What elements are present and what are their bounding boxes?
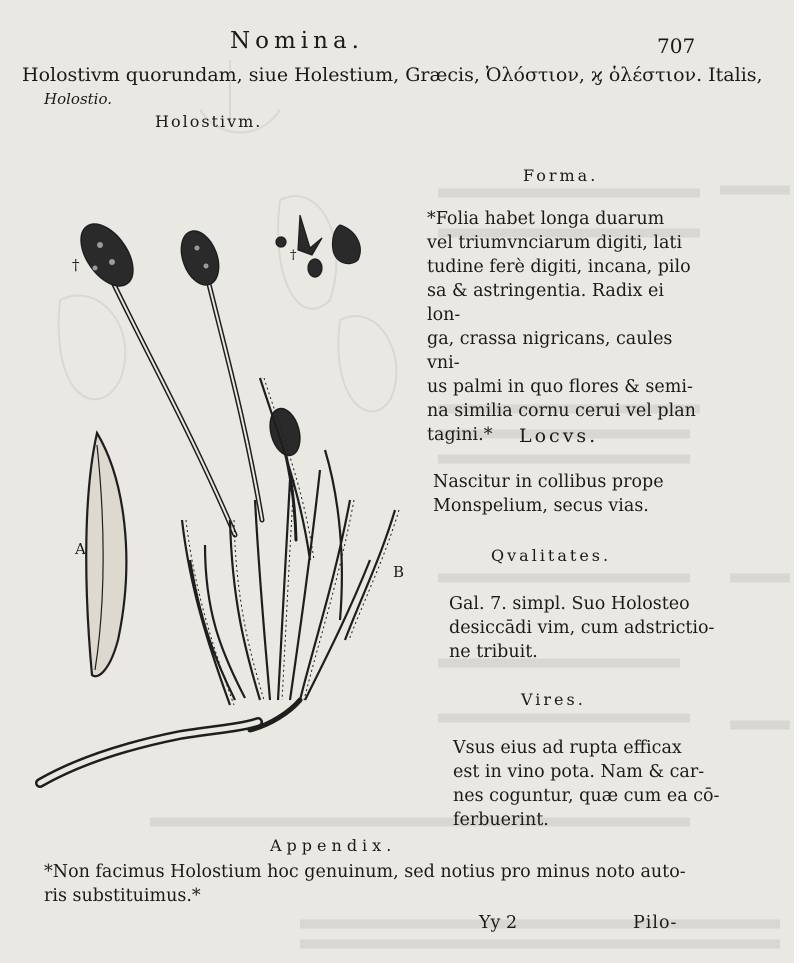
appendix-heading: Appendix. [270,836,397,855]
cross-mark: † [72,256,80,274]
section-text-forma [427,207,697,447]
appendix-text [44,860,686,908]
signature-mark: Yy 2 [479,913,518,933]
catchword: Pilo- [633,913,678,933]
figure-label-a: A [75,540,86,558]
section-text-locus [433,470,664,518]
section-heading-forma: Forma. [523,166,599,185]
text-line: tagini.* [427,425,493,445]
figure-caption: Holostivm. [155,112,263,131]
cross-mark: † [290,248,297,263]
section-heading-vires: Vires. [521,690,586,709]
section-text-vires [453,736,719,832]
text-line: *Folia habet longa duarum [427,209,665,229]
text-line: *Non facimus Holostium hoc genuinum, sed notius pro minus noto auto- [44,862,686,882]
intro-line: Holostivm quorundam, siue Holestium, Græcis, Ὀλόστιον, ϗ ὁλέστιον. Italis, [22,64,763,86]
text-line: Vsus eius ad rupta efficax [453,738,682,758]
figure-label-b: B [393,563,405,581]
text-line: Gal. 7. simpl. Suo Holosteo [449,594,690,614]
running-header: Nomina. [230,28,364,54]
text-line: tudine ferè digiti, incana, pilo [427,257,691,277]
section-heading-locus: Locvs. [519,425,599,447]
text-line: ga, crassa nigricans, caules vni- [427,329,673,373]
text-line: nes coguntur, quæ cum ea cō- [453,786,720,806]
page-number: 707 [657,34,696,58]
text-line: sa & astringentia. Radix ei lon- [427,281,665,325]
text-line: desiccādi vim, cum adstrictio- [449,618,715,638]
text-line: na similia cornu cerui vel plan [427,401,696,421]
text-line: est in vino pota. Nam & car- [453,762,705,782]
text-line: vel triumvnciarum digiti, lati [427,233,683,253]
text-line: ne tribuit. [449,642,538,662]
text-line: ris substituimus.* [44,886,201,906]
text-line: us palmi in quo flores & semi- [427,377,693,397]
text-line: Nascitur in collibus prope [433,472,664,492]
intro-line-italic: Holostio. [44,90,112,108]
text-line: Monspelium, secus vias. [433,496,649,516]
section-text-qualitates [449,592,714,664]
section-heading-qualitates: Qvalitates. [491,546,612,565]
text-line: ferbuerint. [453,810,549,830]
